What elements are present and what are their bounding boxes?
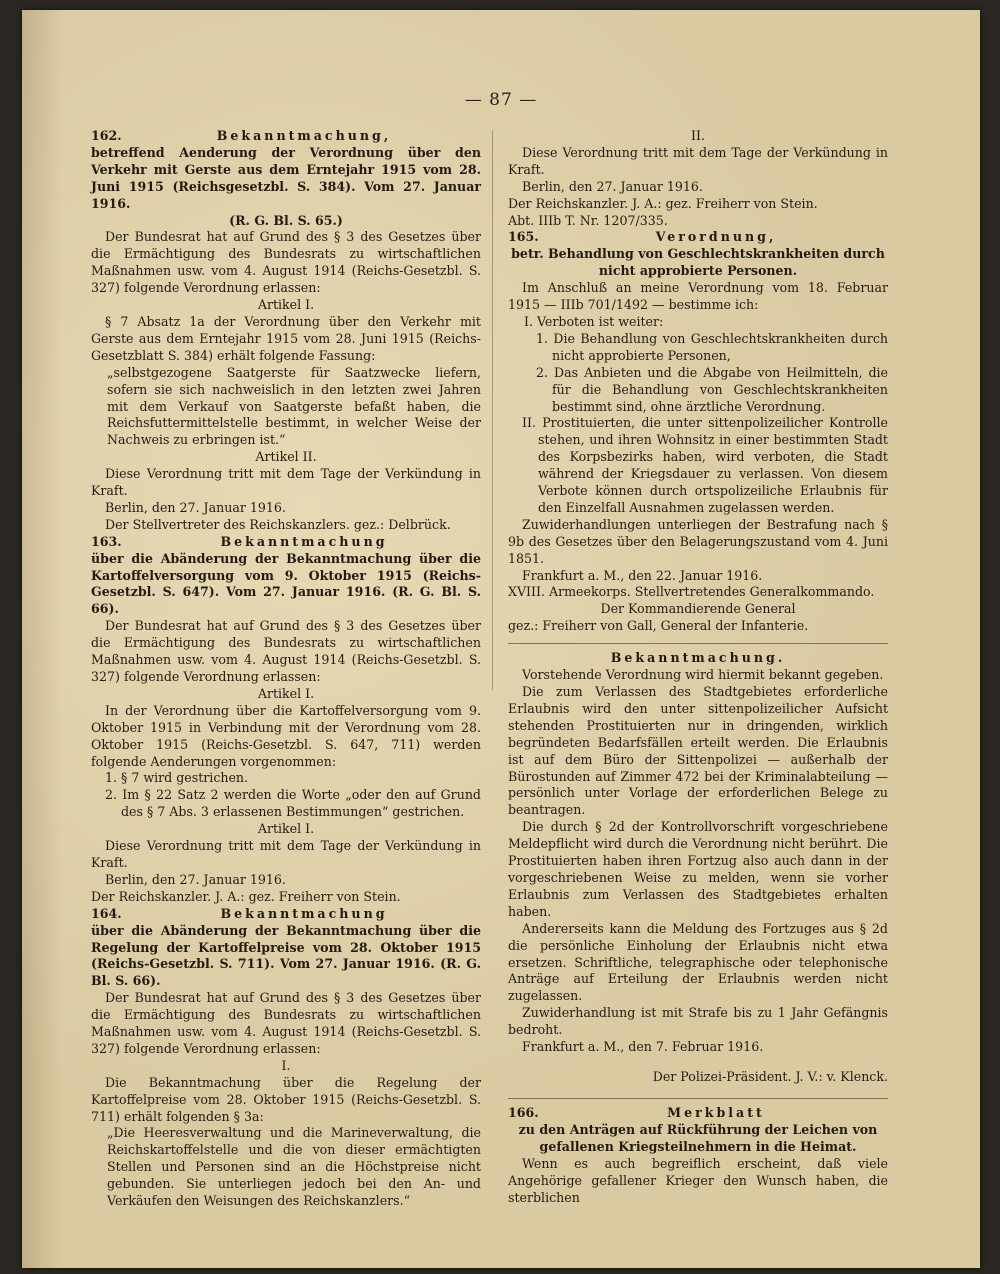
place-date: Berlin, den 27. Januar 1916. [522, 178, 703, 194]
section-163 [91, 534, 481, 906]
paragraph: § 7 Absatz 1a der Verordnung über den Verkehr mit Gerste aus dem Erntejahr 1915 vom 28. Juni 1915 (Reichs-Gesetzblatt S. 384) erhält folgende Fassung: [91, 313, 481, 363]
paragraph: In der Verordnung über die Kartoffelversorgung vom 9. Oktober 1915 in Verbindung mit der Verordnung vom 28. Oktober 1915 (Reichs-Gesetzbl. S. 647, 711) werden folgende Aenderungen vorgenommen: [91, 702, 481, 769]
signature: Der Polizei-Präsident. J. V.: v. Klenck. [652, 1068, 888, 1084]
list-item: I. Verboten ist weiter: [524, 313, 664, 329]
quoted-text: „selbstgezogene Saatgerste für Saatzwecke liefern, sofern sie sich nachweislich in den letzten zwei Jahren mit dem Verkauf von Saatgerste befaßt haben, die Reichsfuttermittelstelle bestimmt, in welcher Weise der Nachweis zu erbringen ist.“ [107, 364, 481, 448]
paragraph: Die Bekanntmachung über die Regelung der Kartoffelpreise vom 28. Oktober 1915 (Reichs-Gesetzbl. S. 711) erhält folgenden § 3a: [91, 1074, 481, 1124]
paragraph: Der Bundesrat hat auf Grund des § 3 des Gesetzes über die Ermächtigung des Bundesrats zu wirtschaftlichen Maßnahmen usw. vom 4. August 1914 (Reichs-Gesetzbl. S. 327) folgende Verordnung erlassen: [91, 618, 481, 684]
column-divider [492, 130, 493, 690]
signature: gez.: Freiherr von Gall, General der Infanterie. [508, 618, 809, 634]
section-number: 165. [508, 229, 539, 245]
section-heading: Bekanntmachung [220, 905, 388, 921]
separator-rule [508, 643, 888, 644]
list-item: II. Prostituierten, die unter sittenpolizeilicher Kontrolle stehen, und ihren Wohnsitz in einer bestimmten Stadt des Korpsbezirks haben, wird verboten, die Stadt während der Kriegsdauer zu verlassen. Von diesem Verbote können durch ortspolizeiliche Erlaubnis für den Einzelfall Ausnahmen zugelassen werden. [522, 415, 888, 515]
paragraph: Wenn es auch begreiflich erscheint, daß viele Angehörige gefallener Krieger den Wunsch haben, die sterblichen [508, 1155, 888, 1205]
list-item: 2. Das Anbieten und die Abgabe von Heilmitteln, die für die Behandlung von Geschlechtskrankheiten bestimmt sind, ohne ärztliche Verordnung. [536, 364, 888, 414]
paragraph: Die zum Verlassen des Stadtgebietes erforderliche Erlaubnis wird den unter sittenpolizeilicher Aufsicht stehenden Prostituierten nur in dringenden, wirklich begründeten Bedarfsfällen erteilt werden. Die Erlaubnis ist auf dem Büro der Sittenpolizei — außerhalb der Bürostunden auf Zimmer 472 bei der Kriminalabteilung — persönlich unter Vorlage der erforderlichen Belege zu beantragen. [508, 684, 888, 818]
place-date: Frankfurt a. M., den 7. Februar 1916. [522, 1039, 764, 1055]
list-item: 2. Im § 22 Satz 2 werden die Worte „oder den auf Grund des § 7 Abs. 3 erlassenen Bestimmungen“ gestrichen. [105, 787, 481, 820]
article-heading: Artikel I. [257, 685, 315, 701]
article-heading: Artikel II. [255, 449, 317, 465]
place-date: Berlin, den 27. Januar 1916. [105, 499, 286, 515]
section-heading: Verordnung, [655, 229, 777, 245]
quoted-text: „Die Heeresverwaltung und die Marineverwaltung, die Reichskartoffelstelle und die von dieser ermächtigten Stellen und Personen sind an die Höchstpreise nicht gebunden. Sie unterliegen jedoch bei den An- und Verkäufen den Weisungen des Reichskanzlers.“ [107, 1125, 481, 1209]
section-title: über die Abänderung der Bekanntmachung über die Kartoffelversorgung vom 9. Oktober 1915 (Reichs-Gesetzbl. S. 647). Vom 27. Januar 1916. (R. G. Bl. S. 66). [91, 550, 481, 617]
general-title: Der Kommandierende General [600, 601, 796, 617]
reference-number: Abt. IIIb T. Nr. 1207/335. [508, 212, 668, 228]
article-heading: Artikel I. [257, 821, 315, 837]
section-number: 164. [91, 905, 122, 921]
paragraph: Zuwiderhandlung ist mit Strafe bis zu 1 Jahr Gefängnis bedroht. [508, 1005, 888, 1038]
paragraph: Zuwiderhandlungen unterliegen der Bestrafung nach § 9b des Gesetzes über den Belagerungszustand vom 4. Juni 1851. [508, 516, 888, 566]
section-heading: Bekanntmachung [220, 533, 388, 549]
section-title: betr. Behandlung von Geschlechtskrankheiten durch nicht approbierte Personen. [511, 246, 885, 279]
left-column [91, 128, 481, 1210]
paragraph: Diese Verordnung tritt mit dem Tage der Verkündung in Kraft. [91, 466, 481, 499]
separator-rule [508, 1098, 888, 1099]
list-item: 1. § 7 wird gestrichen. [105, 770, 249, 786]
section-heading: Merkblatt [667, 1105, 765, 1121]
page-number: — 87 — [464, 90, 538, 110]
section-reference: (R. G. Bl. S. 65.) [229, 212, 343, 228]
signature: Der Stellvertreter des Reichskanzlers. gez.: Delbrück. [105, 516, 451, 532]
section-title: betreffend Aenderung der Verordnung über den Verkehr mit Gerste aus dem Erntejahr 1915 vom 28. Juni 1915 (Reichsgesetzbl. S. 384). Vom 27. Januar 1916. [91, 144, 481, 211]
section-number: 163. [91, 533, 122, 549]
paragraph: Diese Verordnung tritt mit dem Tage der Verkündung in Kraft. [508, 144, 888, 177]
section-number: 166. [508, 1105, 539, 1121]
article-heading: I. [281, 1057, 291, 1073]
paragraph: Im Anschluß an meine Verordnung vom 18. Februar 1915 — IIIb 701/1492 — bestimme ich: [508, 280, 888, 313]
section-bekanntmachung [508, 650, 888, 1085]
signature: Der Reichskanzler. J. A.: gez. Freiherr von Stein. [508, 195, 818, 211]
document-page [22, 10, 980, 1268]
section-165 [508, 229, 888, 635]
paragraph: Diese Verordnung tritt mit dem Tage der Verkündung in Kraft. [91, 838, 481, 870]
section-166 [508, 1105, 888, 1206]
signature: Der Reichskanzler. J. A.: gez. Freiherr von Stein. [91, 888, 401, 904]
section-164-continued [508, 128, 888, 229]
place-date: Berlin, den 27. Januar 1916. [105, 871, 286, 887]
section-164 [91, 906, 481, 1210]
paragraph: Andererseits kann die Meldung des Fortzuges aus § 2d die persönliche Einholung der Erlaubnis nicht etwa ersetzen. Schriftliche, telegraphische oder telephonische Anträge auf Erteilung der Erlaubnis werden nicht zugelassen. [508, 920, 888, 1004]
section-heading: Bekanntmachung. [610, 650, 786, 666]
article-heading: Artikel I. [257, 297, 315, 313]
section-heading: Bekanntmachung, [216, 128, 392, 143]
section-number: 162. [91, 128, 122, 143]
paragraph: Der Bundesrat hat auf Grund des § 3 des Gesetzes über die Ermächtigung des Bundesrats zu wirtschaftlichen Maßnahmen usw. vom 4. August 1914 (Reichs-Gesetzbl. S. 327) folgende Verordnung erlassen: [91, 990, 481, 1056]
section-162 [91, 128, 481, 534]
list-item: 1. Die Behandlung von Geschlechtskrankheiten durch nicht approbierte Personen, [536, 330, 888, 363]
section-title: über die Abänderung der Bekanntmachung über die Regelung der Kartoffelpreise vom 28. Oktober 1915 (Reichs-Gesetzbl. S. 711). Vom 27. Januar 1916. (R. G. Bl. S. 66). [91, 922, 481, 989]
place-date: Frankfurt a. M., den 22. Januar 1916. [522, 567, 763, 583]
section-title: zu den Anträgen auf Rückführung der Leichen von gefallenen Kriegsteilnehmern in die Heimat. [518, 1121, 878, 1154]
paragraph: Der Bundesrat hat auf Grund des § 3 des Gesetzes über die Ermächtigung des Bundesrats zu wirtschaftlichen Maßnahmen usw. vom 4. August 1914 (Reichs-Gesetzbl. S. 327) folgende Verordnung erlassen: [91, 229, 481, 296]
corps-line: XVIII. Armeekorps. Stellvertretendes Generalkommando. [508, 584, 875, 600]
paragraph: Die durch § 2d der Kontrollvorschrift vorgeschriebene Meldepflicht wird durch die Verordnung nicht berührt. Die Prostituierten haben ihren Fortzug also auch dann in der vorgeschriebenen Weise zu melden, wenn sie vorher Erlaubnis zum Verlassen des Stadtgebietes erhalten haben. [508, 819, 888, 919]
article-heading: II. [691, 128, 705, 143]
paragraph: Vorstehende Verordnung wird hiermit bekannt gegeben. [522, 667, 884, 683]
right-column [508, 128, 888, 1206]
